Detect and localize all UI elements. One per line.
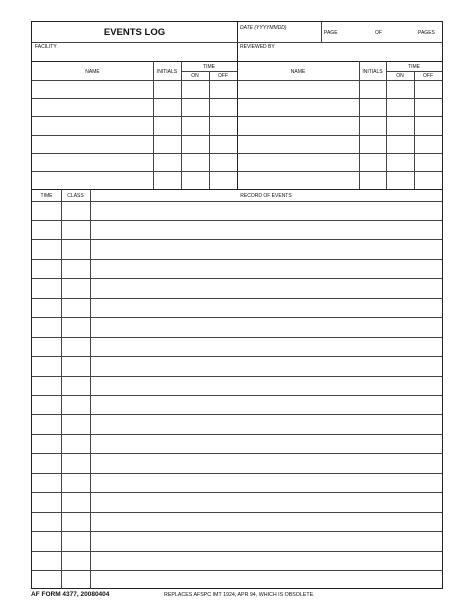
record-record-field[interactable] [91,318,441,335]
record-record-field[interactable] [91,571,441,588]
left-name-field[interactable] [33,136,152,152]
record-class-field[interactable] [62,260,89,277]
left-initials-field[interactable] [154,117,180,133]
left-time-off-field[interactable] [210,81,236,97]
left-time-off-field[interactable] [210,154,236,170]
page-number-field[interactable] [342,28,372,38]
record-time-field[interactable] [33,240,60,257]
record-record-field[interactable] [91,338,441,355]
right-on-header: ON [396,73,404,79]
record-time-field[interactable] [33,513,60,530]
right-time-off-field[interactable] [415,99,441,115]
right-name-field[interactable] [238,81,358,97]
left-name-field[interactable] [33,154,152,170]
record-record-field[interactable] [91,260,441,277]
right-initials-field[interactable] [360,117,385,133]
left-initials-header: INITIALS [156,69,178,75]
left-time-on-field[interactable] [182,172,208,188]
right-time-on-field[interactable] [387,81,413,97]
left-name-field[interactable] [33,99,152,115]
record-record-field[interactable] [91,454,441,471]
record-class-field[interactable] [62,513,89,530]
right-time-off-field[interactable] [415,117,441,133]
left-initials-field[interactable] [154,136,180,152]
right-initials-field[interactable] [360,154,385,170]
right-name-field[interactable] [238,154,358,170]
record-record-field[interactable] [91,279,441,296]
record-class-field[interactable] [62,454,89,471]
record-time-field[interactable] [33,493,60,510]
record-record-field[interactable] [91,513,441,530]
record-time-field[interactable] [33,279,60,296]
date-label: DATE (YYYYMMDD) [240,25,287,31]
record-record-field[interactable] [91,493,441,510]
right-time-off-field[interactable] [415,172,441,188]
record-class-field[interactable] [62,571,89,588]
left-time-on-field[interactable] [182,136,208,152]
page-count-field[interactable] [384,28,414,38]
record-time-header: TIME [40,193,53,199]
right-time-on-field[interactable] [387,136,413,152]
facility-label: FACILITY [35,44,57,50]
right-initials-header: INITIALS [362,69,383,75]
record-class-header: CLASS [67,193,84,199]
record-record-field[interactable] [91,415,441,432]
record-time-field[interactable] [33,357,60,374]
record-class-field[interactable] [62,435,89,452]
record-record-field[interactable] [91,532,441,549]
record-time-field[interactable] [33,396,60,413]
right-name-header: NAME [290,69,306,75]
record-record-field[interactable] [91,299,441,316]
of-label: OF [375,30,382,36]
record-record-field[interactable] [91,377,441,394]
form-title: EVENTS LOG [103,27,166,38]
record-time-field[interactable] [33,299,60,316]
record-time-field[interactable] [33,318,60,335]
right-time-off-field[interactable] [415,136,441,152]
record-time-field[interactable] [33,454,60,471]
record-record-field[interactable] [91,474,441,491]
left-initials-field[interactable] [154,172,180,188]
reviewed-by-label: REVIEWED BY [240,44,275,50]
date-page-divider [321,22,322,42]
replaces-note: REPLACES AFSPC IMT 1924, APR 94, WHICH IS OBSOLETE. [164,592,315,598]
right-time-on-field[interactable] [387,117,413,133]
record-record-field[interactable] [91,240,441,257]
record-time-field[interactable] [33,338,60,355]
right-name-field[interactable] [238,117,358,133]
record-class-field[interactable] [62,357,89,374]
record-record-field[interactable] [91,357,441,374]
left-time-off-field[interactable] [210,172,236,188]
record-class-field[interactable] [62,532,89,549]
left-initials-field[interactable] [154,81,180,97]
right-initials-field[interactable] [360,172,385,188]
record-time-field[interactable] [33,377,60,394]
right-time-on-field[interactable] [387,154,413,170]
pages-label: PAGES [418,30,435,36]
facility-field[interactable] [34,50,234,60]
personnel-table-bottom [32,189,442,190]
record-class-field[interactable] [62,221,89,238]
left-time-on-field[interactable] [182,99,208,115]
record-class-field[interactable] [62,240,89,257]
record-time-field[interactable] [33,474,60,491]
right-name-field[interactable] [238,172,358,188]
left-name-field[interactable] [33,81,152,97]
record-class-field[interactable] [62,279,89,296]
events-log-form [31,21,443,589]
left-off-header: OFF [218,73,228,79]
right-off-header: OFF [423,73,433,79]
right-initials-field[interactable] [360,99,385,115]
record-class-field[interactable] [62,338,89,355]
record-time-field[interactable] [33,415,60,432]
record-class-field[interactable] [62,415,89,432]
left-on-header: ON [191,73,199,79]
left-time-off-field[interactable] [210,117,236,133]
left-name-header: NAME [85,69,100,75]
right-time-off-field[interactable] [415,81,441,97]
record-time-field[interactable] [33,202,60,219]
record-class-field[interactable] [62,318,89,335]
right-initials-field[interactable] [360,136,385,152]
left-time-off-field[interactable] [210,136,236,152]
record-time-field[interactable] [33,221,60,238]
record-record-field[interactable] [91,552,441,569]
form-id: AF FORM 4377, 20080404 [31,591,110,598]
date-field[interactable] [239,32,319,41]
record-class-field[interactable] [62,493,89,510]
right-time-off-field[interactable] [415,154,441,170]
record-time-field[interactable] [33,435,60,452]
header-row-divider [32,42,442,43]
record-class-field[interactable] [62,552,89,569]
left-time-on-field[interactable] [182,154,208,170]
right-name-field[interactable] [238,136,358,152]
record-class-field[interactable] [62,299,89,316]
record-record-field[interactable] [91,396,441,413]
right-time-on-field[interactable] [387,172,413,188]
record-class-field[interactable] [62,377,89,394]
left-time-off-field[interactable] [210,99,236,115]
page-label: PAGE [324,30,338,36]
left-name-field[interactable] [33,117,152,133]
reviewed-by-field[interactable] [239,50,439,60]
record-of-events-header: RECORD OF EVENTS [240,193,292,199]
record-time-field[interactable] [33,260,60,277]
record-time-field[interactable] [33,532,60,549]
right-time-on-field[interactable] [387,99,413,115]
left-time-header: TIME [203,64,215,70]
left-name-field[interactable] [33,172,152,188]
record-class-field[interactable] [62,396,89,413]
record-class-field[interactable] [62,202,89,219]
right-initials-field[interactable] [360,81,385,97]
record-record-field[interactable] [91,221,441,238]
right-time-header: TIME [408,64,420,70]
right-name-field[interactable] [238,99,358,115]
record-time-field[interactable] [33,571,60,588]
left-time-on-field[interactable] [182,81,208,97]
record-record-field[interactable] [91,202,441,219]
left-time-on-field[interactable] [182,117,208,133]
record-record-field[interactable] [91,435,441,452]
record-time-field[interactable] [33,552,60,569]
left-initials-field[interactable] [154,154,180,170]
left-initials-field[interactable] [154,99,180,115]
record-class-field[interactable] [62,474,89,491]
